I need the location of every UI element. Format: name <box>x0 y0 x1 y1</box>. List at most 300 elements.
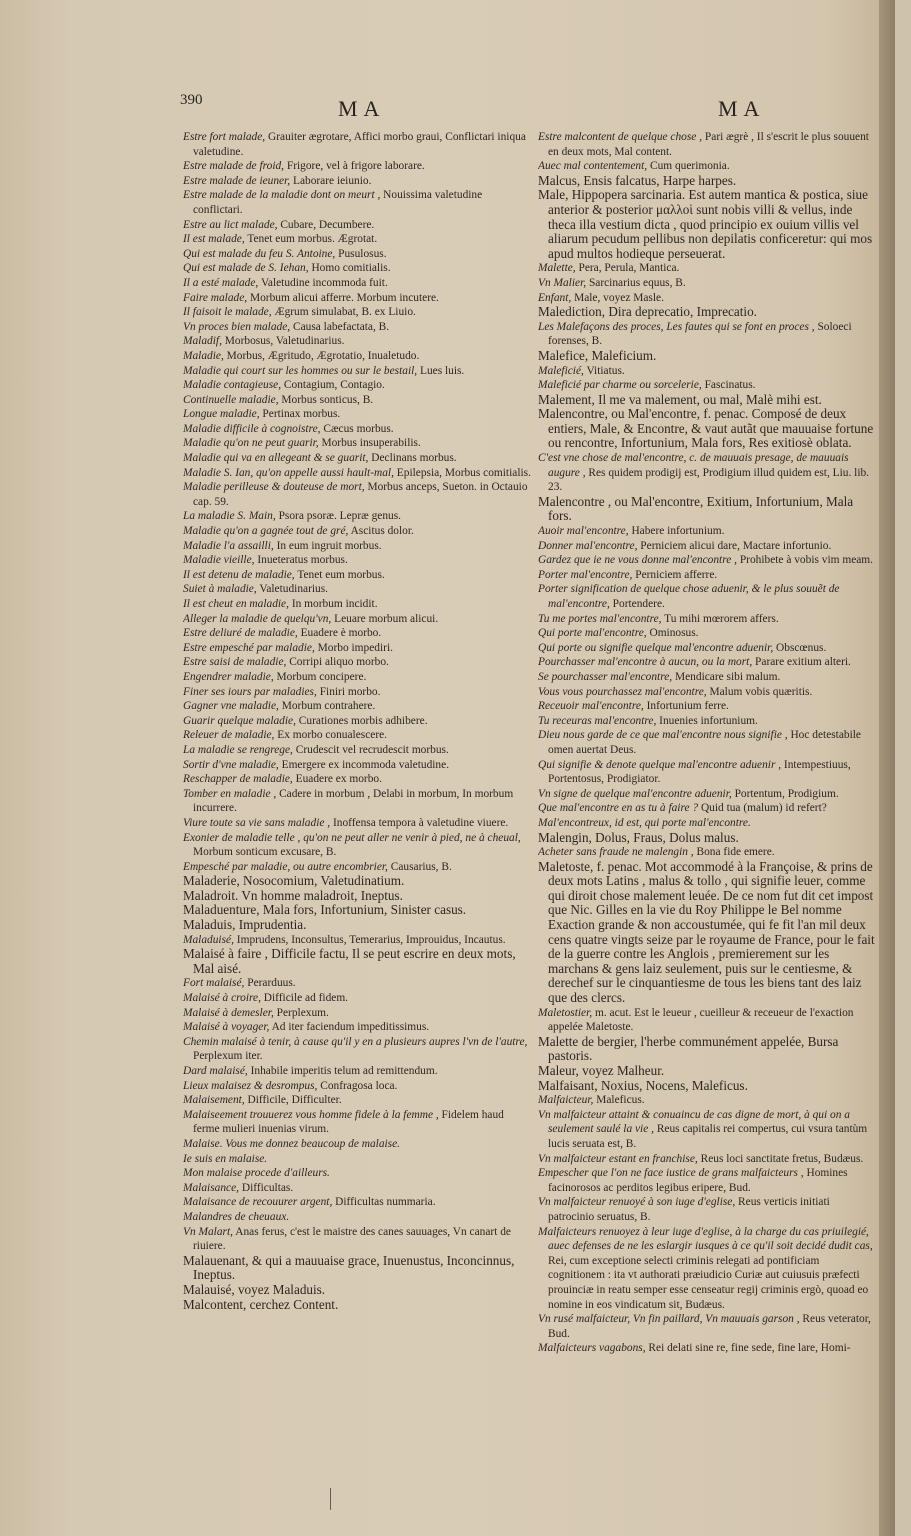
entry-headword: Malaisance de recouurer argent, <box>183 1196 333 1209</box>
entry-headword: Maladif, <box>183 335 222 348</box>
dictionary-entry <box>538 305 876 320</box>
entry-headword: La maladie se rengrege, <box>183 743 293 756</box>
entry-translation: Morbo impediri. <box>314 641 393 654</box>
dictionary-entry <box>183 291 531 306</box>
dictionary-entry <box>183 889 531 904</box>
entry-headword: Alleger la maladie de quelqu'vn, <box>183 612 332 625</box>
entry-headword: Maladie, <box>183 349 224 362</box>
entry-headword: Lieux malaisez & desrompus, <box>183 1079 318 1092</box>
entry-translation: Confragosa loca. <box>317 1079 398 1092</box>
dictionary-entry <box>183 582 531 597</box>
entry-headword: Malette, <box>538 262 576 275</box>
dictionary-entry <box>183 378 531 393</box>
entry-headword: Faire malade, <box>183 291 248 304</box>
entry-headword: Male, <box>538 188 569 203</box>
entry-translation: Perplexum iter. <box>193 1050 263 1063</box>
entry-translation: Euadere ex morbo. <box>292 773 382 786</box>
dictionary-entry <box>183 1137 531 1152</box>
entry-headword: Finer ses iours par maladies, <box>183 685 317 698</box>
dictionary-entry <box>183 451 531 466</box>
entry-translation: Cum querimonia. <box>647 160 730 173</box>
entry-translation: m. acut. Est le leueur , cueilleur & receueur de l'exaction appelée Maletoste. <box>548 1006 854 1034</box>
entry-headword: Malefice, <box>538 348 589 363</box>
dictionary-entry <box>183 728 531 743</box>
entry-headword: Vn proces bien malade, <box>183 320 291 333</box>
entry-headword: Guarir quelque maladie, <box>183 714 296 727</box>
entry-translation: Maleficus. <box>593 1094 645 1107</box>
entry-headword: Dard malaisé, <box>183 1065 248 1077</box>
entry-translation: Cubare, Decumbere. <box>277 218 375 231</box>
entry-translation: Difficultas. <box>239 1181 294 1194</box>
entry-translation: Malum vobis quæritis. <box>706 685 813 698</box>
dictionary-entry <box>183 626 531 641</box>
entry-translation: Contagium, Contagio. <box>281 379 385 392</box>
entry-headword: Malaisement, <box>183 1094 245 1107</box>
entry-translation: Inoffensa tempora à valetudine viuere. <box>330 816 509 829</box>
dictionary-entry <box>183 597 531 612</box>
entry-translation: Curationes morbis adhibere. <box>295 714 428 727</box>
dictionary-entry <box>538 276 876 291</box>
dictionary-entry <box>183 976 531 991</box>
entry-headword: Qui porte mal'encontre, <box>538 627 647 640</box>
entry-headword: Se pourchasser mal'encontre, <box>538 670 673 683</box>
entry-translation: Homines facinorosos ac perditos legibus eripere, Bud. <box>548 1167 848 1194</box>
entry-translation: Tenet eum morbus. <box>294 568 385 581</box>
entry-translation: Parare exitium alteri. <box>752 656 851 669</box>
entry-headword: Mal'encontreux, id est, qui porte mal'encontre. <box>538 816 751 829</box>
entry-translation: Declinans morbus. <box>368 452 457 465</box>
entry-headword: Qui porte ou signifie quelque mal'encontre aduenir, <box>538 641 774 654</box>
entry-translation: Quid tua (malum) id refert? <box>698 802 827 815</box>
entry-headword: Malaisé à demesler, <box>183 1006 274 1019</box>
entry-headword: Maladie contagieuse, <box>183 379 282 392</box>
entry-translation: & qui a mauuaise grace, Inuenustus, Inconcinnus, Ineptus. <box>193 1253 515 1283</box>
dictionary-entry <box>183 276 531 291</box>
entry-translation: Epilepsia, Morbus comitialis. <box>393 466 531 479</box>
entry-translation: Morbus anceps, Sueton. in Octauio cap. 59. <box>193 481 528 508</box>
dictionary-entry <box>538 1035 876 1064</box>
dictionary-entry <box>538 1312 876 1341</box>
entry-headword: Porter mal'encontre, <box>538 568 633 581</box>
dictionary-entry <box>183 174 531 189</box>
dictionary-entry <box>183 1166 531 1181</box>
entry-headword: Tu receuras mal'encontre, <box>538 714 657 727</box>
dictionary-entry <box>183 334 531 349</box>
dictionary-entry <box>183 991 531 1006</box>
entry-headword: Maleur, <box>538 1064 579 1078</box>
entry-headword: Maladroit. <box>183 888 239 903</box>
dictionary-entry <box>183 699 531 714</box>
dictionary-entry <box>538 655 876 670</box>
entry-translation: Hippopera sarcinaria. Est autem mantica & postica, siue anterior & posterior μαλλοὶ sunt nobis villi & vellus, inde theca illa vestium dicta , quod principio ex ouium villis vel aliarum pecudum pellibus non depilatis conficeretur: qui mos apud multos hodieque perseuerat. <box>548 188 873 261</box>
dictionary-entry <box>183 743 531 758</box>
entry-translation: Soloeci forenses, B. <box>548 320 852 348</box>
entry-translation: Dolus, Fraus, Dolus malus. <box>591 830 739 845</box>
entry-translation: Crudescit vel recrudescit morbus. <box>292 743 449 756</box>
entry-headword: Gagner vne maladie, <box>183 700 279 713</box>
dictionary-entry <box>183 247 531 262</box>
entry-headword: Dieu nous garde de ce que mal'encontre nous signifie , <box>538 729 788 742</box>
entry-headword: Maladuisé, <box>183 933 234 946</box>
entry-headword: Malcus, <box>538 173 581 188</box>
entry-headword: Pourchasser mal'encontre à aucun, ou la mort, <box>538 656 753 669</box>
entry-translation: Leuare morbum alicui. <box>331 612 439 625</box>
dictionary-entry <box>183 641 531 656</box>
entry-translation: Dira deprecatio, Imprecatio. <box>605 305 757 320</box>
entry-headword: Les Malefaçons des proces, Les fautes qui se font en proces , <box>538 320 815 333</box>
entry-translation: Anas ferus, c'est le maistre des canes sauuages, Vn canart de riuiere. <box>193 1225 511 1253</box>
entry-headword: C'est vne chose de mal'encontre, c. de mauuais presage, de mauuais augure , <box>538 452 849 479</box>
entry-headword: Malfaicteurs renuoyez à leur iuge d'eglise, à la charge du cas priuilegié, auec defenses de ne les eslargir iusques à ce qu'il soit decidé dudit cas, <box>538 1225 873 1253</box>
dictionary-entry <box>538 553 876 568</box>
dictionary-entry <box>183 714 531 729</box>
dictionary-entry <box>183 655 531 670</box>
dictionary-entry <box>183 349 531 364</box>
dictionary-entry <box>538 407 876 451</box>
dictionary-entry <box>538 582 876 611</box>
dictionary-entry <box>538 714 876 729</box>
entry-headword: Maladie qui court sur les hommes ou sur le bestail, <box>183 364 418 377</box>
dictionary-entry <box>538 1093 876 1108</box>
entry-translation: Valetudinarius. <box>256 583 329 596</box>
entry-headword: Tomber en maladie , <box>183 787 277 800</box>
entry-headword: Tu me portes mal'encontre, <box>538 612 662 625</box>
entry-headword: Maladie l'a assailli, <box>183 539 274 552</box>
entry-translation: Cæcus morbus. <box>320 422 394 435</box>
entry-translation: Psora psoræ. Lepræ genus. <box>275 510 402 523</box>
entry-translation: Ominosus. <box>646 627 699 640</box>
gutter-mark <box>330 1488 331 1510</box>
entry-translation: Bona fide emere. <box>693 846 775 859</box>
dictionary-entry <box>538 524 876 539</box>
dictionary-entry <box>538 364 876 379</box>
dictionary-entry <box>538 1079 876 1094</box>
entry-translation: Portentum, Prodigium. <box>731 787 839 800</box>
entry-translation: Homo comitialis. <box>308 262 391 275</box>
entry-headword: Estre au lict malade, <box>183 218 278 231</box>
entry-headword: Malauisé, <box>183 1282 235 1297</box>
dictionary-entry <box>183 1254 531 1283</box>
entry-translation: Difficultas nummaria. <box>332 1196 436 1209</box>
entry-translation: Perplexum. <box>273 1006 329 1019</box>
entry-headword: Vn Malart, <box>183 1225 233 1238</box>
entry-headword: Vn Malier, <box>538 276 587 289</box>
entry-headword: Malauenant, <box>183 1253 249 1268</box>
entry-translation: Corripi aliquo morbo. <box>286 656 389 669</box>
entry-headword: Malaiseement trouuerez vous homme fidele à la femme , <box>183 1108 439 1121</box>
dictionary-entry <box>538 641 876 656</box>
dictionary-entry <box>183 422 531 437</box>
dictionary-entry <box>183 1195 531 1210</box>
dictionary-entry <box>183 524 531 539</box>
entry-translation: Morbosus, Valetudinarius. <box>221 335 345 348</box>
entry-headword: Vous vous pourchassez mal'encontre, <box>538 685 707 698</box>
dictionary-entry <box>538 1195 876 1224</box>
entry-translation: Mendicare sibi malum. <box>672 670 781 683</box>
entry-translation: Mala fors, Infortunium, Sinister casus. <box>259 903 467 918</box>
dictionary-entry <box>183 1006 531 1021</box>
entry-translation: Hoc detestabile omen auertat Deus. <box>548 729 861 756</box>
entry-translation: Perniciem afferre. <box>632 568 718 581</box>
dictionary-entry <box>538 758 876 787</box>
entry-headword: Sortir d'vne maladie, <box>183 758 279 771</box>
dictionary-entry <box>183 159 531 174</box>
entry-translation: Prohibete à vobis vim meam. <box>736 554 874 567</box>
entry-translation: Obscœnus. <box>773 641 827 654</box>
entry-headword: Il faisoit le malade, <box>183 306 272 319</box>
dictionary-entry <box>183 466 531 481</box>
entry-headword: Il est cheut en maladie, <box>183 598 289 610</box>
dictionary-entry <box>183 407 531 422</box>
entry-headword: Estre malade de la maladie dont on meurt , <box>183 189 381 202</box>
entry-headword: Que mal'encontre en as tu à faire ? <box>538 802 699 815</box>
entry-translation: Difficile ad fidem. <box>260 992 349 1005</box>
entry-headword: Empesché par maladie, ou autre encombrier, <box>183 860 388 873</box>
entry-headword: Auoir mal'encontre, <box>538 525 629 538</box>
entry-headword: Estre saisi de maladie, <box>183 656 287 669</box>
dictionary-entry <box>538 291 876 306</box>
entry-translation: Vn homme maladroit, Ineptus. <box>238 888 403 903</box>
entry-translation: Reus capitalis rei compertus, cui vsura tantùm lucis seruata est, B. <box>548 1123 868 1150</box>
entry-translation: Difficile, Difficulter. <box>244 1094 342 1107</box>
entry-headword: Maleficié, <box>538 364 584 377</box>
entry-headword: Malengin, <box>538 830 592 845</box>
dictionary-entry <box>183 480 531 509</box>
entry-headword: Estre malade de ieuner, <box>183 174 291 187</box>
entry-translation: Lues luis. <box>417 364 465 377</box>
dictionary-entry <box>538 451 876 495</box>
entry-translation: Morbum contrahere. <box>278 700 376 713</box>
dictionary-entry <box>183 130 531 159</box>
dictionary-entry <box>183 685 531 700</box>
dictionary-entry <box>183 320 531 335</box>
entry-translation: Imprudens, Inconsultus, Temerarius, Improuidus, Incautus. <box>233 933 506 946</box>
entry-headword: Enfant, <box>538 291 572 304</box>
dictionary-entry <box>183 874 531 889</box>
entry-headword: Viure toute sa vie sans maladie , <box>183 816 331 829</box>
dictionary-entry <box>538 1341 876 1356</box>
entry-translation: Fidelem haud ferme mulieri inuenias virum. <box>193 1108 504 1136</box>
entry-translation: Causa labefactata, B. <box>290 320 390 333</box>
right-column <box>538 130 876 1356</box>
entry-headword: Suiet à maladie, <box>183 583 257 596</box>
entry-headword: Estre empesché par maladie, <box>183 641 315 654</box>
dictionary-entry <box>538 670 876 685</box>
entry-translation: Morbus sonticus, B. <box>278 393 374 406</box>
dictionary-entry <box>538 130 876 159</box>
entry-headword: Auec mal contentement, <box>538 160 648 173</box>
entry-translation: de bergier, l'herbe communément appelée, Bursa pastoris. <box>548 1034 839 1064</box>
entry-translation: Nosocomium, Valetudinatium. <box>239 874 405 889</box>
entry-headword: Maladie qu'on ne peut guarir, <box>183 437 319 450</box>
entry-headword: Malaisé à voyager, <box>183 1021 270 1034</box>
entry-headword: Malencontre, <box>538 407 608 422</box>
entry-headword: Gardez que ie ne vous donne mal'encontre , <box>538 554 737 567</box>
dictionary-entry <box>183 509 531 524</box>
entry-headword: Qui signifie & denote quelque mal'encontre aduenir , <box>538 758 782 771</box>
entry-translation: Reus verticis initiati patrocinio seruatus, B. <box>548 1196 830 1223</box>
entry-translation: Perarduus. <box>244 977 296 990</box>
left-column <box>183 130 531 1312</box>
entry-headword: Malandres de cheuaux. <box>183 1210 290 1223</box>
dictionary-entry <box>183 1108 531 1137</box>
entry-translation: Grauiter ægrotare, Affici morbo graui, Conflictari iniqua valetudine. <box>193 131 526 158</box>
dictionary-entry <box>538 320 876 349</box>
entry-translation: Inueteratus morbus. <box>254 554 348 567</box>
entry-translation: Portendere. <box>609 598 665 610</box>
entry-headword: Qui est malade du feu S. Antoine, <box>183 247 336 260</box>
entry-translation: Reus veterator, Bud. <box>548 1313 871 1340</box>
entry-headword: Engendrer maladie, <box>183 670 274 683</box>
entry-headword: Longue maladie, <box>183 408 260 421</box>
entry-headword: Maladie S. Ian, qu'on appelle aussi hault-mal, <box>183 466 394 479</box>
entry-headword: Chemin malaisé à tenir, à cause qu'il y en a plusieurs aupres l'vn de l'autre, <box>183 1035 528 1048</box>
entry-translation: Intempestiuus, Portentosus, Prodigiator. <box>548 758 851 786</box>
entry-translation: Ensis falcatus, Harpe harpes. <box>580 173 737 188</box>
entry-headword: Qui est malade de S. Iehan, <box>183 262 309 275</box>
dictionary-entry <box>183 670 531 685</box>
dictionary-entry <box>183 364 531 379</box>
dictionary-entry <box>538 174 876 189</box>
entry-headword: Estre malade de froid, <box>183 160 285 173</box>
dictionary-entry <box>183 1064 531 1079</box>
entry-headword: La maladie S. Main, <box>183 510 276 523</box>
entry-translation: Cadere in morbum , Delabi in morbum, In morbum incurrere. <box>193 787 514 815</box>
dictionary-entry <box>538 188 876 261</box>
dictionary-entry <box>538 159 876 174</box>
entry-translation: Vitiatus. <box>583 364 625 377</box>
dictionary-entry <box>183 1079 531 1094</box>
entry-translation: Pusulosus. <box>335 247 387 260</box>
entry-translation: Pera, Perula, Mantica. <box>575 262 680 275</box>
running-head-left: MA <box>338 96 386 121</box>
dictionary-entry <box>183 1298 531 1313</box>
dictionary-entry <box>183 1020 531 1035</box>
dictionary-entry <box>183 947 531 976</box>
entry-headword: Malaise. Vous me donnez beaucoup de malaise. <box>183 1137 401 1150</box>
entry-headword: Porter signification de quelque chose aduenir, & le plus souuẽt de mal'encontre, <box>538 583 840 610</box>
entry-headword: Maletostier, <box>538 1006 593 1019</box>
entry-headword: Estre fort malade, <box>183 131 266 143</box>
dictionary-entry <box>538 816 876 831</box>
entry-headword: Continuelle maladie, <box>183 393 279 406</box>
dictionary-entry <box>183 218 531 233</box>
dictionary-entry <box>538 845 876 860</box>
entry-headword: Maleficié par charme ou sorcelerie, <box>538 379 702 392</box>
entry-translation: Rei, cum exceptione selecti criminis relegati ad pontificiam cognitionem : ita vt authorati præiudicio Curiæ aut cuiusuis præfecti prouinciæ in reatu semper esse censeatur regij criminis ergò, quoad eo nomine in eos vindicatum sit, Budæus. <box>548 1254 869 1311</box>
dictionary-entry <box>538 261 876 276</box>
dictionary-entry <box>538 801 876 816</box>
page-number: 390 <box>180 92 203 108</box>
dictionary-entry <box>538 1152 876 1167</box>
entry-translation: Finiri morbo. <box>316 685 381 698</box>
entry-translation: Morbum concipere. <box>273 670 367 683</box>
entry-translation: Habere infortunium. <box>628 525 725 538</box>
dictionary-entry <box>183 1152 531 1167</box>
dictionary-entry <box>183 305 531 320</box>
entry-translation: Euadere è morbo. <box>297 627 382 640</box>
entry-translation: Ægrum simulabat, B. ex Liuio. <box>271 306 416 319</box>
entry-translation: ou Mal'encontre, Exitium, Infortunium, Mala fors. <box>548 494 854 524</box>
dictionary-entry <box>183 1225 531 1254</box>
dictionary-entry <box>538 728 876 757</box>
entry-translation: voyez Maladuis. <box>234 1282 326 1297</box>
dictionary-entry <box>538 1166 876 1195</box>
dictionary-entry <box>183 1093 531 1108</box>
entry-headword: Vn malfaicteur estant en franchise, <box>538 1152 698 1165</box>
dictionary-entry <box>183 787 531 816</box>
dictionary-entry <box>183 903 531 918</box>
entry-translation: Frigore, vel à frigore laborare. <box>284 160 425 173</box>
dictionary-entry <box>538 378 876 393</box>
entry-translation: Res quidem prodigij est, Prodigium illud quidem est, Liu. lib. 23. <box>548 466 870 494</box>
entry-translation: Sarcinarius equus, B. <box>586 276 686 289</box>
entry-translation: Tenet eum morbus. Ægrotat. <box>244 233 378 246</box>
entry-translation: cerchez Content. <box>246 1297 339 1312</box>
dictionary-entry <box>538 685 876 700</box>
dictionary-entry <box>183 1181 531 1196</box>
dictionary-entry <box>183 816 531 831</box>
entry-headword: Estre deliuré de maladie, <box>183 627 298 640</box>
entry-translation: Morbus, Ægritudo, Ægrotatio, Inualetudo. <box>223 349 420 362</box>
entry-headword: Fort malaisé, <box>183 977 245 990</box>
entry-headword: Malfaicteur, <box>538 1094 594 1107</box>
entry-headword: Il est detenu de maladie, <box>183 568 295 581</box>
entry-translation: In morbum incidit. <box>288 598 378 610</box>
entry-headword: Il a esté malade, <box>183 276 259 289</box>
dictionary-entry <box>183 232 531 247</box>
dictionary-entry <box>538 1006 876 1035</box>
entry-headword: Maladerie, <box>183 874 240 889</box>
entry-headword: Mon malaise procede d'ailleurs. <box>183 1167 330 1180</box>
entry-translation: f. penac. Mot accommodé à la Françoise, & prins de deux mots Latins , malus & tollo , qui signifie leuer, comme qui diroit chose malement leuée. De ce nom fut dit cet impost que Nic. Gilles en la vie du Roy Philippe le Bel nomme Exaction grande & non accoustumée, qui fe fit l'an mil deux cens quatre vingts seize par le royaume de France, pour le fait de la guerre contre les Anglois , premierement sur les marchans & gens laiz seulement, puis sur le centiesme, & derechef sur le cinquantiesme de tous les biens tant des laiz que des clercs. <box>548 859 875 1006</box>
entry-translation: Male, voyez Masle. <box>571 291 664 304</box>
entry-headword: Releuer de maladie, <box>183 729 275 742</box>
entry-translation: Difficile factu, Il se peut escrire en deux mots, Mal aisé. <box>193 947 516 976</box>
dictionary-entry <box>183 860 531 875</box>
dictionary-entry <box>183 553 531 568</box>
dictionary-entry <box>538 393 876 408</box>
dictionary-entry <box>183 612 531 627</box>
entry-translation: Ex morbo conualescere. <box>274 729 388 742</box>
dictionary-entry <box>183 568 531 583</box>
entry-translation: Rei delati sine re, fine sede, fine lare, Homi- <box>645 1342 851 1355</box>
entry-translation: Perniciem alicui dare, Mactare infortunio. <box>637 539 832 552</box>
entry-headword: Donner mal'encontre, <box>538 539 638 552</box>
dictionary-entry <box>538 612 876 627</box>
entry-translation: Pari ægrè , Il s'escrit le plus souuent en deux mots, Mal content. <box>548 131 869 158</box>
entry-headword: Acheter sans fraude ne malengin , <box>538 846 694 859</box>
entry-headword: Maladie vieille, <box>183 554 255 567</box>
entry-headword: Vn malfaicteur renuoyé à son iuge d'eglise, <box>538 1196 736 1209</box>
running-head-right: MA <box>718 96 766 121</box>
dictionary-entry <box>538 539 876 554</box>
dictionary-entry <box>538 1225 876 1313</box>
dictionary-entry <box>538 787 876 802</box>
entry-headword: Empescher que l'on ne face iustice de grans malfaicteurs , <box>538 1167 804 1180</box>
entry-translation: Maleficium. <box>588 348 657 363</box>
entry-translation: Ascitus dolor. <box>348 525 414 538</box>
entry-translation: Infortunium ferre. <box>643 700 729 713</box>
entry-headword: Malfaisant, <box>538 1078 598 1093</box>
dictionary-entry <box>538 1108 876 1152</box>
entry-headword: Maladie difficile à cognoistre, <box>183 422 321 435</box>
entry-headword: Maletoste, <box>538 859 594 874</box>
entry-headword: Malediction, <box>538 305 606 320</box>
entry-translation: ou Mal'encontre, f. penac. Composé de deux entiers, Male, & Encontre, & vaut autãt que mauuaise fortune ou rencontre, Infortunium, Mala fors, Res exitiosè oblata. <box>548 407 874 451</box>
dictionary-entry <box>183 772 531 787</box>
entry-translation: Morbum alicui afferre. Morbum incutere. <box>247 291 439 304</box>
